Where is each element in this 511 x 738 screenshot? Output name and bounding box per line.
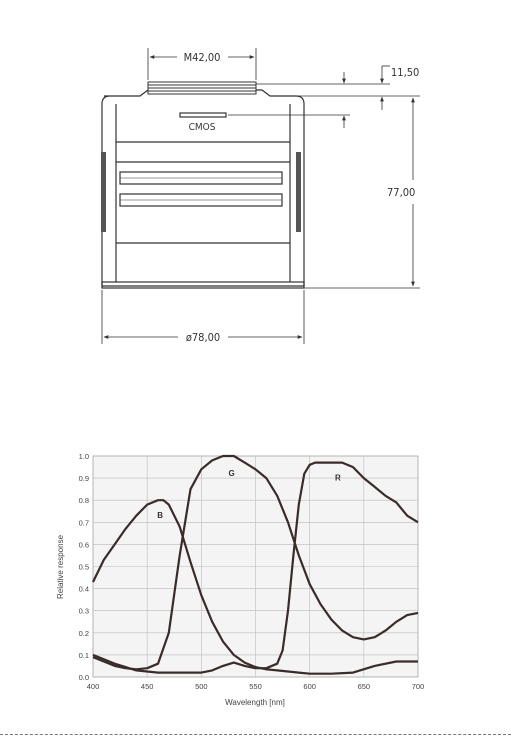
dim-diameter-label: ø78,00 (185, 331, 221, 344)
x-tick-label: 450 (140, 682, 154, 691)
x-axis-label: Wavelength [nm] (225, 698, 285, 707)
y-tick-label: 0.4 (78, 584, 89, 594)
y-tick-label: 0.2 (78, 628, 89, 638)
y-tick-label: 0.6 (78, 540, 89, 550)
x-tick-label: 700 (411, 682, 425, 691)
m42-thread (148, 82, 256, 94)
chart-grid (93, 456, 418, 677)
left-grip (101, 152, 106, 232)
x-tick-label: 400 (86, 682, 100, 691)
dim-height-label: 77,00 (387, 186, 416, 199)
y-tick-label: 0.3 (78, 606, 89, 616)
sensor-label: CMOS (188, 122, 216, 133)
x-tick-label: 600 (303, 682, 316, 691)
x-tick-label: 550 (249, 682, 262, 691)
x-tick-labels (87, 682, 425, 691)
camera-body-outline (102, 90, 304, 288)
y-tick-label: 0.0 (78, 673, 89, 682)
dim-flange-label: 11,50 (391, 66, 420, 79)
series-label-g: G (228, 468, 235, 478)
dim-thread-label: M42,00 (183, 51, 221, 64)
right-grip (296, 152, 301, 232)
x-tick-label: 650 (357, 682, 371, 691)
y-tick-label: 1.0 (78, 452, 89, 461)
y-axis-label: Relative response (56, 534, 65, 600)
y-tick-label: 0.8 (78, 496, 89, 506)
x-tick-label: 500 (195, 682, 208, 691)
y-tick-label: 0.9 (78, 474, 89, 484)
footer-dashed-rule (0, 734, 511, 735)
series-label-b: B (157, 510, 164, 520)
y-tick-labels (79, 452, 89, 682)
y-tick-label: 0.5 (78, 562, 89, 572)
y-tick-label: 0.7 (78, 518, 89, 528)
spectral-response-chart (0, 430, 511, 730)
y-tick-label: 0.1 (78, 650, 89, 660)
series-label-r: R (334, 473, 341, 483)
